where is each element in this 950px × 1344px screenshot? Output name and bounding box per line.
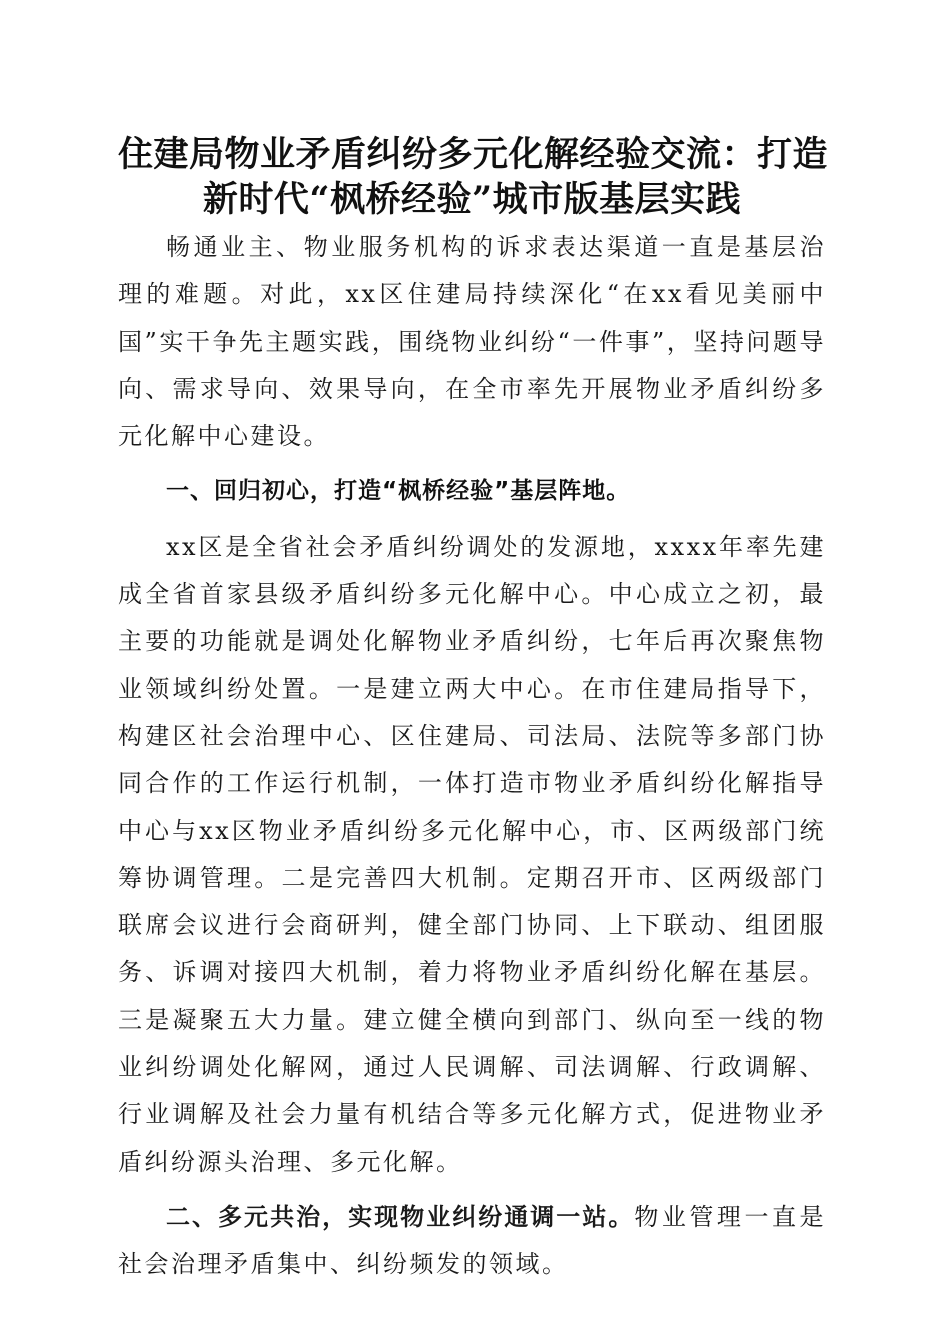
section-1-heading: 一、回归初心，打造“枫桥经验”基层阵地。	[166, 478, 631, 505]
section-2-heading: 二、多元共治，实现物业纠纷通调一站。	[166, 1202, 635, 1231]
document-body	[118, 132, 829, 1289]
section-2-body: 物业管理一直是社会治理矛盾集中、纠纷频发的领域。	[118, 1202, 826, 1279]
title-line-2: 新时代“枫桥经验”城市版基层实践	[202, 179, 742, 220]
intro-paragraph: 畅通业主、物业服务机构的诉求表达渠道一直是基层治理的难题。对此，xx区住建局持续深化“在xx看见美丽中国”实干争先主题实践，围绕物业纠纷“一件事”，坚持问题导向、需求导向、效果导向，在全市率先开展物业矛盾纠纷多元化解中心建设。	[118, 233, 826, 451]
title-line-1: 住建局物业矛盾纠纷多元化解经验交流：打造	[118, 134, 829, 175]
section-2-paragraph	[118, 1194, 826, 1289]
spacer	[118, 460, 826, 468]
document-title	[118, 132, 829, 222]
spacer	[118, 1186, 826, 1194]
spacer	[118, 516, 826, 524]
section-1-paragraph: xx区是全省社会矛盾纠纷调处的发源地，xxxx年率先建成全省首家县级矛盾纠纷多元化解中心。中心成立之初，最主要的功能就是调处化解物业矛盾纠纷，七年后再次聚焦物业领域纠纷处置。一是建立两大中心。在市住建局指导下，构建区社会治理中心、区住建局、司法局、法院等多部门协同合作的工作运行机制，一体打造市物业矛盾纠纷化解指导中心与xx区物业矛盾纠纷多元化解中心，市、区两级部门统筹协调管理。二是完善四大机制。定期召开市、区两级部门联席会议进行会商研判，健全部门协同、上下联动、组团服务、诉调对接四大机制，着力将物业矛盾纠纷化解在基层。三是凝聚五大力量。建立健全横向到部门、纵向至一线的物业纠纷调处化解网，通过人民调解、司法调解、行政调解、行业调解及社会力量有机结合等多元化解方式，促进物业矛盾纠纷源头治理、多元化解。	[118, 532, 826, 1176]
